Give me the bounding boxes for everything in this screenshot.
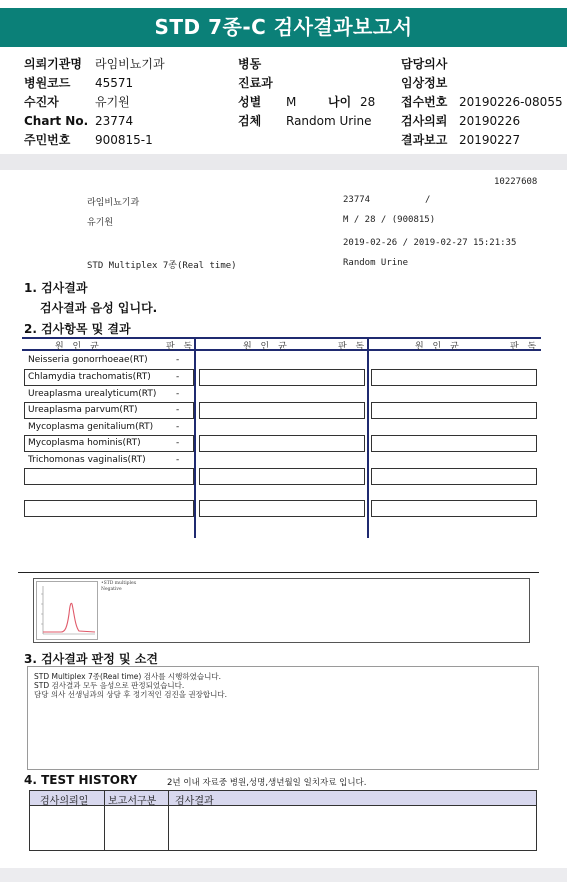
col2-cell-2 <box>199 402 365 419</box>
record-test-name: STD Multiplex 7종(Real time) <box>87 261 237 271</box>
organism-row-6: Mycoplasma hominis(RT) <box>28 438 141 448</box>
history-table <box>29 790 537 851</box>
col2-cell-4 <box>199 468 365 485</box>
record-patient: 유기원 <box>87 218 114 228</box>
graph-legend-result: Negative <box>101 587 122 592</box>
ward-label: 병동 <box>238 57 262 71</box>
col3-cell-5 <box>371 500 537 517</box>
section1-title: 1. 검사결과 <box>24 281 88 295</box>
history-col-line-1 <box>104 791 105 850</box>
hospital-code-value: 45571 <box>95 76 134 90</box>
header-col2 <box>238 55 376 131</box>
organism-row-1: Neisseria gonorrhoeae(RT) <box>28 355 148 365</box>
section4-title: 4. TEST HISTORY <box>24 773 138 787</box>
sex-label: 성별 <box>238 95 262 109</box>
header-row-hospital-code <box>24 74 165 93</box>
col-head-organism-2: 원 인 균 <box>243 342 290 352</box>
specimen-value: Random Urine <box>286 114 372 128</box>
history-col-request-date: 검사의뢰일 <box>40 796 89 807</box>
graph-legend <box>101 581 136 593</box>
table-cell-empty-1 <box>24 468 194 485</box>
header-row-resident-no <box>24 131 165 150</box>
receipt-no-value: 20190226-08055 <box>459 95 563 109</box>
graph-legend-title: •STD multiplex <box>101 581 137 586</box>
sex-value: M <box>286 95 297 109</box>
header-row-chart <box>24 112 165 131</box>
resident-no-value: 900815-1 <box>95 133 153 147</box>
organism-result-4: - <box>176 405 180 415</box>
col-head-organism-1: 원 인 균 <box>55 342 102 352</box>
record-id: 10227608 <box>494 177 538 187</box>
col2-cell-1 <box>199 369 365 386</box>
col3-cell-1 <box>371 369 537 386</box>
col2-cell-3 <box>199 435 365 452</box>
section3-title: 3. 검사결과 판정 및 소견 <box>24 652 158 666</box>
history-col-report-type: 보고서구분 <box>108 796 157 807</box>
specimen-label: 검체 <box>238 114 262 128</box>
section1-result: 검사결과 음성 입니다. <box>40 301 158 315</box>
history-header-row <box>30 791 536 806</box>
clinic-label: 의뢰기관명 <box>24 57 82 71</box>
amplification-graph <box>36 581 98 640</box>
amplification-curve-svg <box>37 582 97 639</box>
clinical-info-label: 임상정보 <box>401 76 448 90</box>
table-col-divider-1 <box>194 337 196 538</box>
clinic-value: 라임비뇨기과 <box>95 57 165 71</box>
organism-result-6: - <box>176 438 180 448</box>
dept-label: 진료과 <box>238 76 273 90</box>
doctor-label: 담당의사 <box>401 57 448 71</box>
record-clinic: 라임비뇨기과 <box>87 198 140 208</box>
report-date-label: 결과보고 <box>401 133 448 147</box>
hospital-code-label: 병원코드 <box>24 76 71 90</box>
organism-row-5: Mycoplasma genitalium(RT) <box>28 422 154 432</box>
col2-cell-5 <box>199 500 365 517</box>
organism-row-2: Chlamydia trachomatis(RT) <box>28 372 151 382</box>
col3-cell-2 <box>371 402 537 419</box>
opinion-line-2: STD 검사결과 모두 음성으로 판정되었습니다. <box>34 681 185 690</box>
organism-row-3: Ureaplasma urealyticum(RT) <box>28 389 157 399</box>
organism-result-1: - <box>176 355 180 365</box>
resident-no-label: 주민번호 <box>24 133 71 147</box>
chart-no-label: Chart No. <box>24 114 89 128</box>
organism-result-2: - <box>176 372 180 382</box>
col-head-organism-3: 원 인 균 <box>415 342 462 352</box>
header-col3 <box>401 55 563 150</box>
header-separator <box>0 154 567 170</box>
report-date-value: 20190227 <box>459 133 521 147</box>
graph-curve <box>43 603 95 632</box>
age-value: 28 <box>360 95 376 109</box>
bottom-band <box>0 868 567 882</box>
report-title: STD 7종-C 검사결과보고서 <box>0 8 567 47</box>
request-date-value: 20190226 <box>459 114 521 128</box>
header-row-patient <box>24 93 165 112</box>
graph-divider <box>18 572 539 573</box>
request-date-label: 검사의뢰 <box>401 114 448 128</box>
patient-value: 유기원 <box>95 95 130 109</box>
record-slash: / <box>425 195 431 205</box>
col-head-result-2: 판 독 <box>338 342 368 352</box>
opinion-box <box>27 666 539 770</box>
record-specimen: Random Urine <box>343 258 409 268</box>
organism-result-5: - <box>176 422 180 432</box>
history-col-line-2 <box>168 791 169 850</box>
opinion-line-1: STD Multiplex 7종(Real time) 검사를 시행하였습니다. <box>34 672 221 681</box>
record-chart-no: 23774 <box>343 195 371 205</box>
section2-title: 2. 검사항목 및 결과 <box>24 322 131 336</box>
receipt-no-label: 접수번호 <box>401 95 448 109</box>
header-col1 <box>24 55 165 150</box>
col-head-result-3: 판 독 <box>510 342 540 352</box>
table-cell-empty-2 <box>24 500 194 517</box>
col3-cell-3 <box>371 435 537 452</box>
organism-result-7: - <box>176 455 180 465</box>
organism-row-4: Ureaplasma parvum(RT) <box>28 405 138 415</box>
section4-note: 2년 이내 자료중 병원,성명,생년월일 일치자료 입니다. <box>167 778 367 788</box>
organism-result-3: - <box>176 389 180 399</box>
record-sex-age: M / 28 / (900815) <box>343 215 436 225</box>
age-label: 나이 <box>328 95 352 109</box>
history-col-result: 검사결과 <box>175 796 214 807</box>
col3-cell-4 <box>371 468 537 485</box>
col-head-result-1: 판 독 <box>166 342 196 352</box>
record-dates: 2019-02-26 / 2019-02-27 15:21:35 <box>343 238 517 248</box>
header-row-clinic <box>24 55 165 74</box>
table-col-divider-2 <box>367 337 369 538</box>
organism-row-7: Trichomonas vaginalis(RT) <box>28 455 146 465</box>
opinion-line-3: 담당 의사 선생님과의 상담 후 정기적인 검진을 권장합니다. <box>34 690 227 699</box>
chart-no-value: 23774 <box>95 114 134 128</box>
patient-label: 수진자 <box>24 95 59 109</box>
